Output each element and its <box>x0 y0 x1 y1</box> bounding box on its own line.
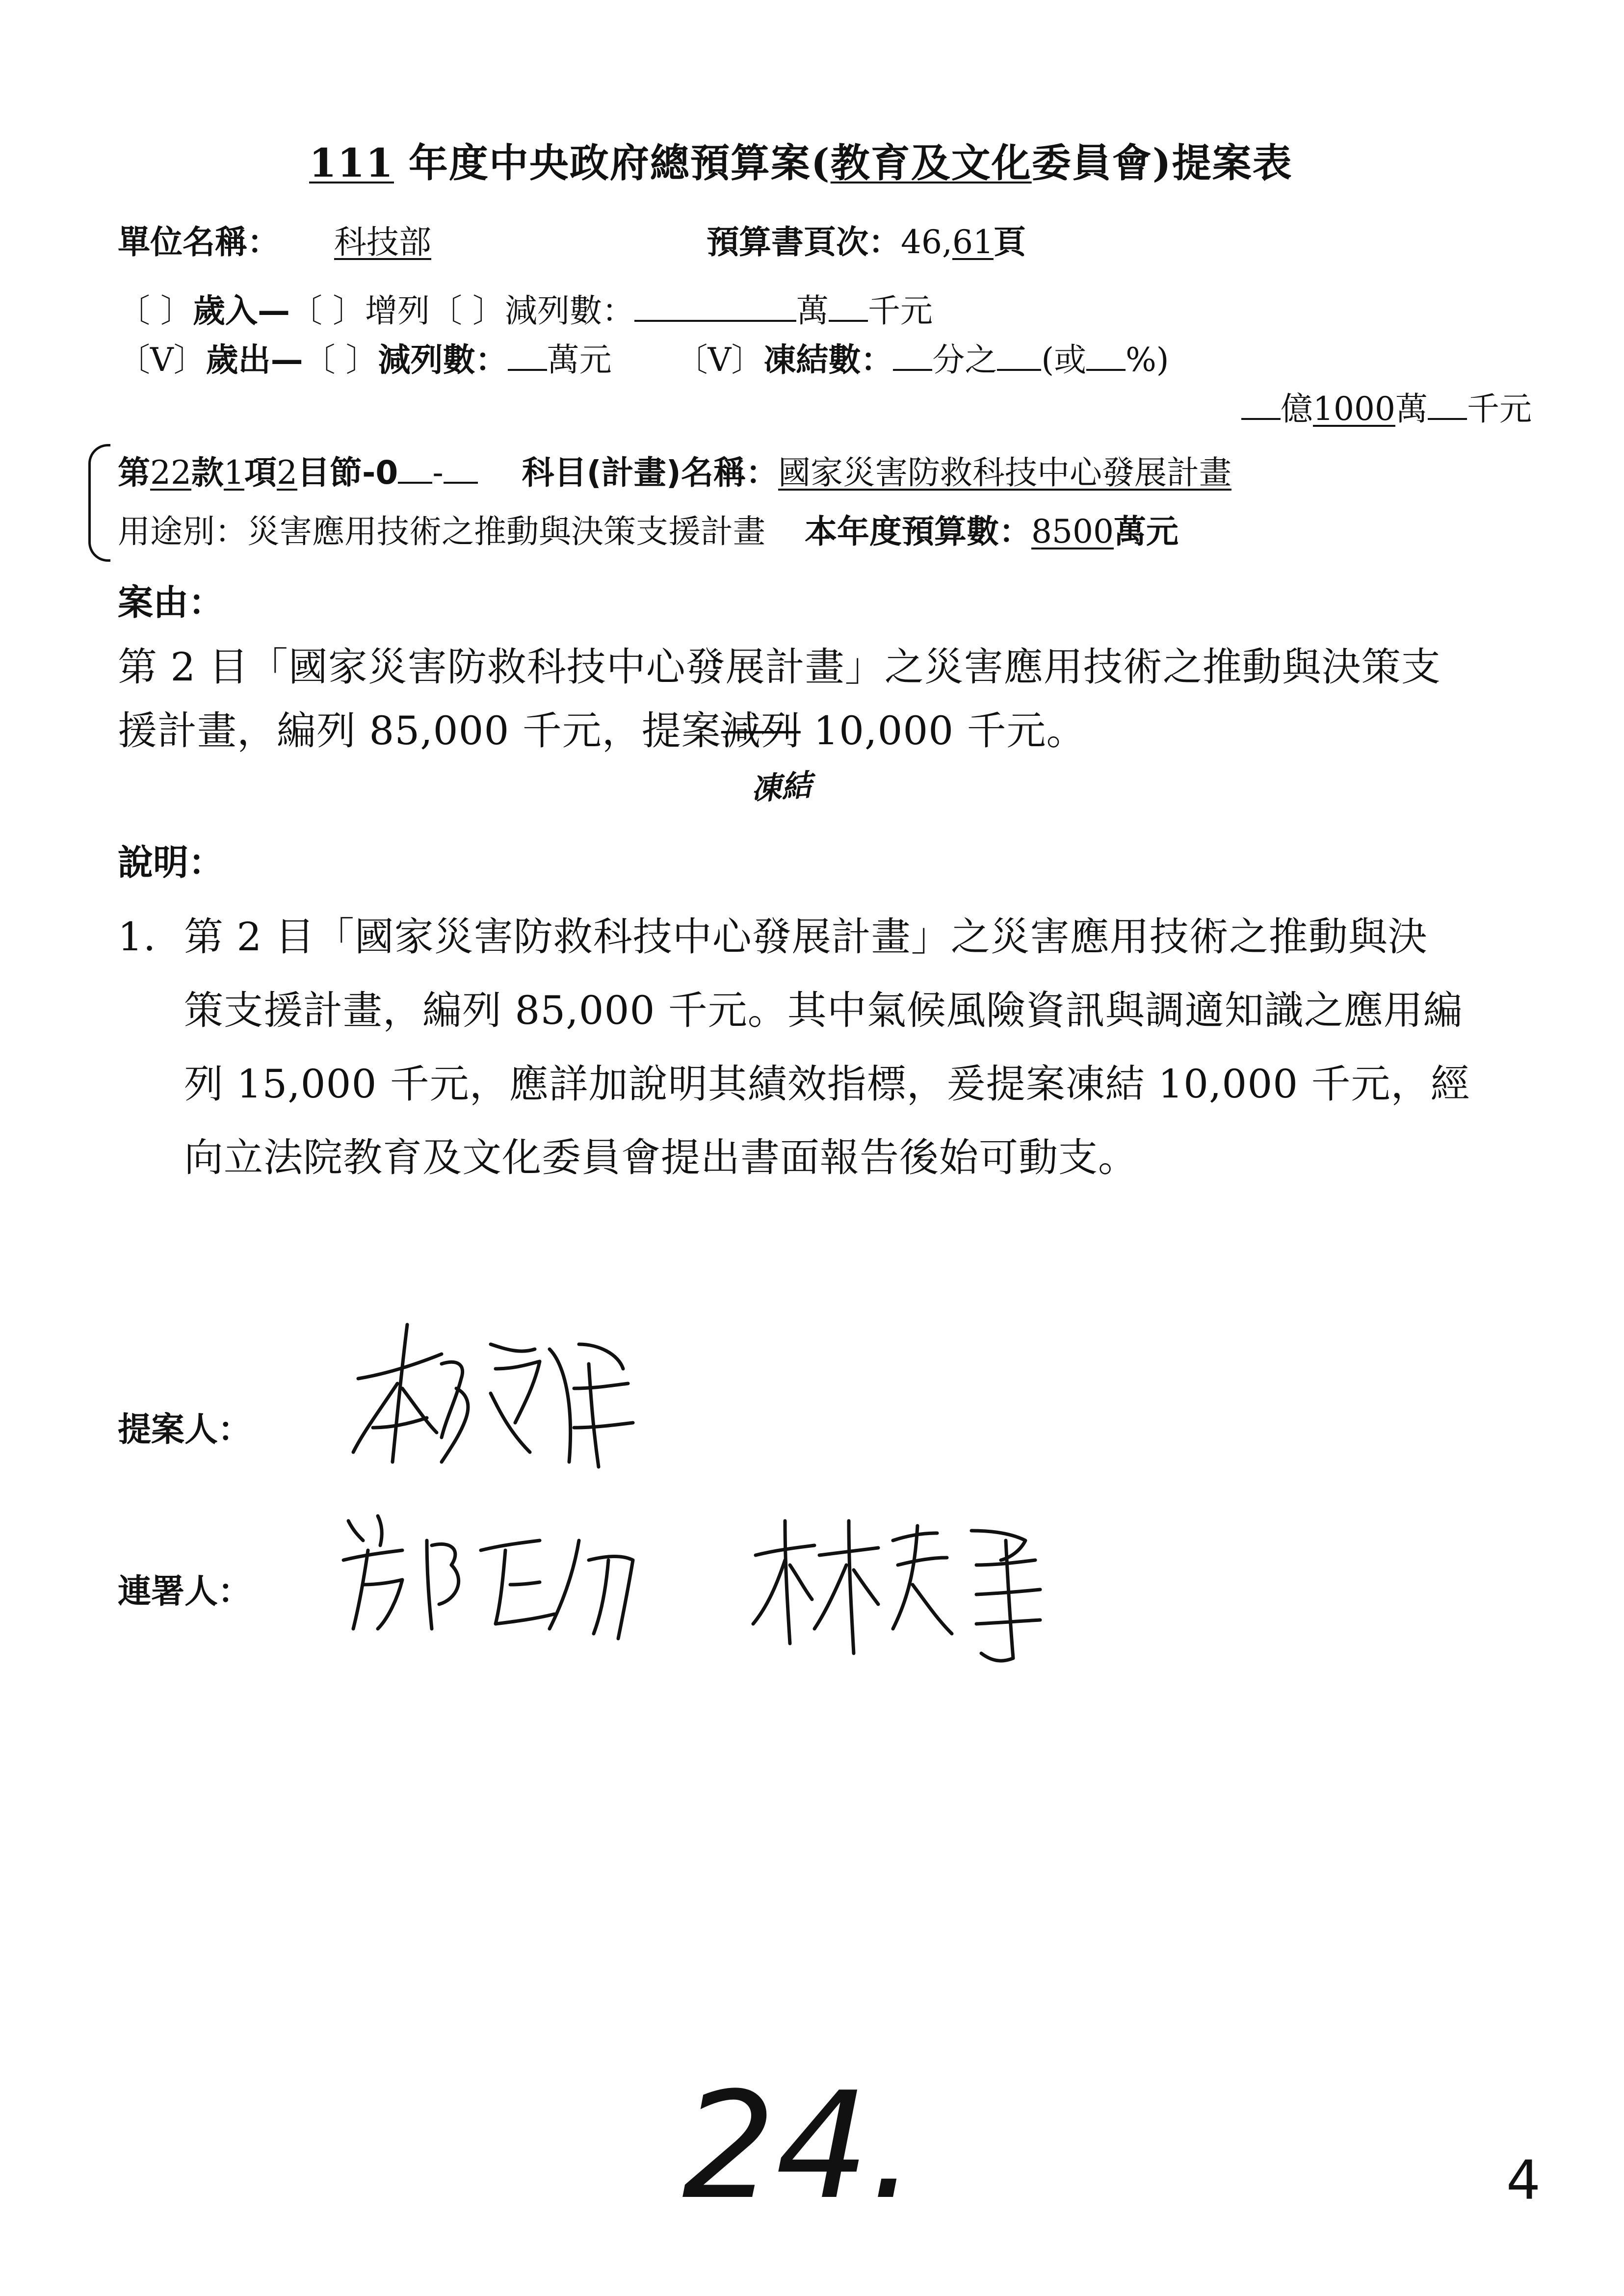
expense-freeze: 凍結數： <box>763 341 893 379</box>
revenue-blank-qian <box>829 319 868 322</box>
cosigner-signature-1 <box>334 1501 677 1648</box>
item-row <box>118 446 1231 493</box>
explanation-line-4: 向立法院教育及文化委員會提出書面報告後始可動支。 <box>184 1135 1138 1180</box>
item-xiang: 項 <box>244 454 277 492</box>
amount-row <box>1241 383 1532 429</box>
explanation-line-1: 第 2 目「國家災害防救科技中心發展計畫」之災害應用技術之推動與決 <box>184 914 1428 960</box>
revenue-decrease-checkbox: 〔 〕 <box>429 292 505 330</box>
item-subject-label: 科目(計畫)名稱： <box>522 454 778 492</box>
expense-row <box>118 334 1169 380</box>
title-text: 年度中央政府總預算案( <box>408 140 831 186</box>
use-row <box>118 505 1179 552</box>
title-tail: 委員會)提案表 <box>1031 140 1293 186</box>
expense-freeze-checkbox: 〔V〕 <box>675 341 764 379</box>
budget-value: 8500 <box>1031 513 1114 550</box>
page-ref-label: 預算書頁次： <box>707 223 901 261</box>
page-title <box>309 131 1293 188</box>
amount-blank-yi <box>1241 417 1281 420</box>
proposer-signature <box>343 1305 648 1491</box>
amount-wan-value: 1000 <box>1313 390 1395 428</box>
expense-checkbox: 〔V〕 <box>118 341 206 379</box>
page-ref-unit: 頁 <box>993 223 1026 261</box>
reason-struck-text: 減列 <box>721 708 801 754</box>
expense-label: 歲出— <box>206 341 303 379</box>
revenue-wan: 萬 <box>796 292 829 330</box>
item-mu: 目節-0 <box>297 454 398 492</box>
amount-qian: 千元 <box>1467 390 1532 428</box>
revenue-checkbox: 〔 〕 <box>118 292 193 330</box>
use-value: 災害應用技術之推動與決策支援計畫 <box>247 513 765 550</box>
title-committee: 教育及文化 <box>830 140 1032 186</box>
reason-line-2 <box>118 697 1086 765</box>
handwritten-number: 24. <box>682 2061 917 2232</box>
revenue-decrease: 減列數： <box>504 292 634 330</box>
cosigner-signature-2 <box>746 1511 1089 1688</box>
unit-row <box>118 216 501 262</box>
expense-wan: 萬元 <box>547 341 612 379</box>
use-label: 用途別： <box>118 513 247 550</box>
reason-line-1: 第 2 目「國家災害防救科技中心發展計畫」之災害應用技術之推動與決策支 <box>118 644 1441 690</box>
reason-line-2-pre: 援計畫，編列 85,000 千元，提案 <box>118 708 721 754</box>
page-ref-row <box>707 216 1026 262</box>
expense-blank-ratio <box>997 368 1041 371</box>
revenue-label: 歲入— <box>192 292 290 330</box>
explanation-heading: 說明： <box>118 842 224 883</box>
proposer-label: 提案人： <box>118 1410 252 1449</box>
revenue-row <box>118 285 933 331</box>
item-bracket <box>88 444 110 562</box>
page-ref-value-b: 61 <box>952 223 994 261</box>
revenue-increase-checkbox: 〔 〕 <box>289 292 365 330</box>
explanation-line-3: 列 15,000 千元，應詳加說明其績效指標，爰提案凍結 10,000 千元，經 <box>184 1061 1470 1107</box>
page-ref-value-a: 46, <box>901 223 952 261</box>
page-number: 4 <box>1506 2149 1541 2212</box>
budget-unit: 萬元 <box>1113 513 1179 550</box>
reason-line-2-post: 10,000 千元。 <box>800 708 1086 754</box>
explanation-number: 1. <box>118 914 157 960</box>
expense-blank-wan <box>508 368 547 371</box>
revenue-blank-amount <box>634 319 796 322</box>
revenue-qian: 千元 <box>867 292 933 330</box>
budget-label: 本年度預算數： <box>805 513 1031 550</box>
amount-wan: 萬 <box>1395 390 1428 428</box>
item-xiang-no: 1 <box>223 454 244 492</box>
item-mu-no: 2 <box>276 454 297 492</box>
item-blank-1 <box>398 481 432 484</box>
expense-fen: 分之 <box>932 341 997 379</box>
item-dash: - <box>432 454 444 492</box>
handwritten-correction: 凍結 <box>749 767 813 808</box>
item-kuan-no: 22 <box>150 454 191 492</box>
revenue-increase: 增列 <box>365 292 430 330</box>
expense-decrease-checkbox: 〔 〕 <box>303 341 378 379</box>
amount-yi: 億 <box>1281 390 1313 428</box>
item-di: 第 <box>118 454 150 492</box>
cosigners-label: 連署人： <box>118 1572 252 1611</box>
expense-blank-pct <box>1086 368 1126 371</box>
unit-value: 科技部 <box>334 223 431 261</box>
expense-decrease: 減列數： <box>378 341 508 379</box>
item-subject-value: 國家災害防救科技中心發展計畫 <box>778 454 1231 492</box>
expense-blank-fen <box>893 368 932 371</box>
amount-blank-qian <box>1428 417 1467 420</box>
expense-pct: %) <box>1126 341 1169 379</box>
reason-heading: 案由： <box>118 582 224 623</box>
unit-label: 單位名稱： <box>118 223 280 261</box>
expense-or: (或 <box>1041 341 1087 379</box>
item-kuan: 款 <box>191 454 224 492</box>
title-year: 111 <box>309 140 394 186</box>
explanation-line-2: 策支援計畫，編列 85,000 千元。其中氣候風險資訊與調適知識之應用編 <box>184 988 1463 1033</box>
item-blank-2 <box>444 481 478 484</box>
